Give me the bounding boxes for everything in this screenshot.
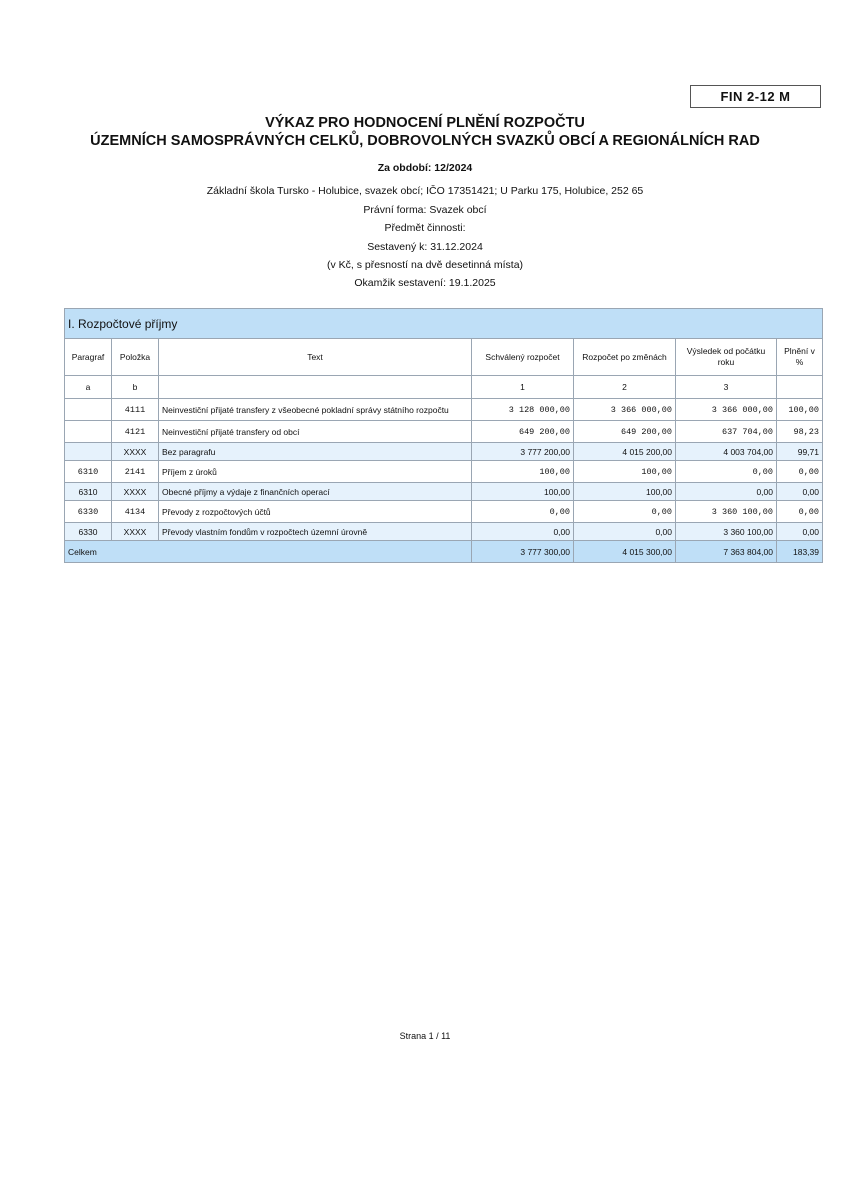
- cell-polozka: 4134: [112, 501, 159, 523]
- col-plneni: Plnění v %: [777, 339, 823, 376]
- cell-text: Převody z rozpočtových účtů: [159, 501, 472, 523]
- cell-vysledek: 4 003 704,00: [676, 443, 777, 461]
- letter-empty: [159, 376, 472, 399]
- cell-polozka: 4111: [112, 399, 159, 421]
- report-title-line2: ÚZEMNÍCH SAMOSPRÁVNÝCH CELKŮ, DOBROVOLNÝCH SVAZKŮ OBCÍ A REGIONÁLNÍCH RAD: [90, 133, 760, 149]
- col-text: Text: [159, 339, 472, 376]
- column-header-row: [65, 339, 823, 376]
- section-title: I. Rozpočtové příjmy: [65, 309, 823, 339]
- cell-po-zmenach: 0,00: [574, 501, 676, 523]
- cell-paragraf: 6310: [65, 483, 112, 501]
- cell-paragraf: [65, 443, 112, 461]
- cell-schvaleny: 649 200,00: [472, 421, 574, 443]
- table-row: [65, 501, 823, 523]
- cell-polozka: XXXX: [112, 483, 159, 501]
- cell-po-zmenach: 100,00: [574, 483, 676, 501]
- cell-vysledek: 637 704,00: [676, 421, 777, 443]
- cell-po-zmenach: 100,00: [574, 461, 676, 483]
- cell-paragraf: 6310: [65, 461, 112, 483]
- table-row: [65, 399, 823, 421]
- cell-polozka: XXXX: [112, 523, 159, 541]
- col-polozka: Položka: [112, 339, 159, 376]
- report-title-line1: VÝKAZ PRO HODNOCENÍ PLNĚNÍ ROZPOČTU: [265, 115, 585, 131]
- subtotal-row: [65, 443, 823, 461]
- cell-paragraf: [65, 421, 112, 443]
- cell-schvaleny: 0,00: [472, 523, 574, 541]
- cell-plneni: 99,71: [777, 443, 823, 461]
- col-schvaleny: Schválený rozpočet: [472, 339, 574, 376]
- cell-po-zmenach: 649 200,00: [574, 421, 676, 443]
- letter-a: a: [65, 376, 112, 399]
- cell-schvaleny: 3 777 200,00: [472, 443, 574, 461]
- cell-polozka: 4121: [112, 421, 159, 443]
- activity: Předmět činnosti:: [384, 222, 466, 234]
- table-row: [65, 421, 823, 443]
- column-letter-row: [65, 376, 823, 399]
- cell-paragraf: [65, 399, 112, 421]
- cell-plneni: 0,00: [777, 523, 823, 541]
- cell-schvaleny: 100,00: [472, 461, 574, 483]
- cell-text: Převody vlastním fondům v rozpočtech územní úrovně: [159, 523, 472, 541]
- letter-2: 2: [574, 376, 676, 399]
- total-row: [65, 541, 823, 563]
- letter-empty: [777, 376, 823, 399]
- total-po-zmenach: 4 015 300,00: [574, 541, 676, 563]
- cell-text: Obecné příjmy a výdaje z finančních operací: [159, 483, 472, 501]
- col-vysledek: Výsledek od počátku roku: [676, 339, 777, 376]
- compiled-moment: Okamžik sestavení: 19.1.2025: [354, 277, 496, 289]
- legal-form: Právní forma: Svazek obcí: [363, 204, 487, 216]
- letter-3: 3: [676, 376, 777, 399]
- letter-1: 1: [472, 376, 574, 399]
- compiled-as-of: Sestavený k: 31.12.2024: [367, 241, 483, 253]
- total-schvaleny: 3 777 300,00: [472, 541, 574, 563]
- cell-plneni: 98,23: [777, 421, 823, 443]
- col-paragraf: Paragraf: [65, 339, 112, 376]
- total-plneni: 183,39: [777, 541, 823, 563]
- cell-schvaleny: 0,00: [472, 501, 574, 523]
- cell-text: Bez paragrafu: [159, 443, 472, 461]
- form-code-box: FIN 2-12 M: [690, 85, 821, 108]
- cell-vysledek: 3 366 000,00: [676, 399, 777, 421]
- cell-po-zmenach: 0,00: [574, 523, 676, 541]
- units-note: (v Kč, s přesností na dvě desetinná místa): [326, 259, 524, 271]
- cell-text: Neinvestiční přijaté transfery od obcí: [159, 421, 472, 443]
- entity-line: Základní škola Tursko - Holubice, svazek obcí; IČO 17351421; U Parku 175, Holubice, 252 65: [206, 185, 644, 197]
- section-header-row: [65, 309, 823, 339]
- cell-polozka: 2141: [112, 461, 159, 483]
- cell-schvaleny: 100,00: [472, 483, 574, 501]
- table-row: [65, 461, 823, 483]
- col-rozpocet-po: Rozpočet po změnách: [574, 339, 676, 376]
- cell-text: Neinvestiční přijaté transfery z všeobecné pokladní správy státního rozpočtu: [159, 399, 472, 421]
- cell-plneni: 0,00: [777, 501, 823, 523]
- cell-vysledek: 3 360 100,00: [676, 523, 777, 541]
- page-number: Strana 1 / 11: [399, 1031, 451, 1041]
- letter-b: b: [112, 376, 159, 399]
- cell-plneni: 0,00: [777, 483, 823, 501]
- cell-paragraf: 6330: [65, 501, 112, 523]
- period-label: Za období:: [377, 162, 432, 174]
- total-label: Celkem: [65, 541, 472, 563]
- cell-vysledek: 0,00: [676, 461, 777, 483]
- subtotal-row: [65, 483, 823, 501]
- cell-vysledek: 3 360 100,00: [676, 501, 777, 523]
- cell-polozka: XXXX: [112, 443, 159, 461]
- subtotal-row: [65, 523, 823, 541]
- cell-plneni: 0,00: [777, 461, 823, 483]
- cell-vysledek: 0,00: [676, 483, 777, 501]
- budget-revenue-table: [64, 308, 823, 563]
- cell-paragraf: 6330: [65, 523, 112, 541]
- total-vysledek: 7 363 804,00: [676, 541, 777, 563]
- cell-schvaleny: 3 128 000,00: [472, 399, 574, 421]
- period: [0, 162, 850, 174]
- cell-po-zmenach: 4 015 200,00: [574, 443, 676, 461]
- cell-text: Příjem z úroků: [159, 461, 472, 483]
- cell-po-zmenach: 3 366 000,00: [574, 399, 676, 421]
- period-value: 12/2024: [434, 162, 473, 174]
- cell-plneni: 100,00: [777, 399, 823, 421]
